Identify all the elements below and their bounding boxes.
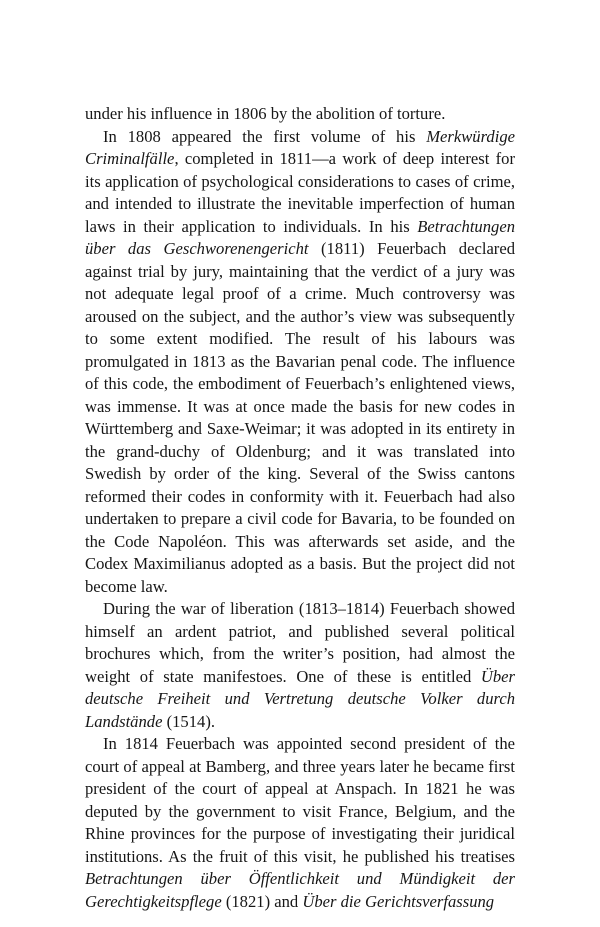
page-body	[85, 103, 515, 913]
book-title-italic: Über deutsche Freiheit und Vertretung deutsche Volker durch Landstände	[85, 666, 515, 731]
paragraph-text: (1514).	[162, 711, 215, 731]
book-title-italic: Über die Gerichtsverfassung	[302, 891, 495, 911]
paragraph-text: In 1808 appeared the first volume of his	[103, 126, 427, 146]
paragraph-text: In 1814 Feuerbach was appointed second president of the court of appeal at Bamberg, and three years later he became first president of the court of appeal at Anspach. In 1821 he was deputed by the government to visit France, Belgium, and the Rhine provinces for the purpose of investigating their juridical institutions. As the fruit of this visit, he published his treatises	[85, 734, 515, 866]
paragraph-text: (1811) Feuerbach declared against trial by jury, maintaining that the verdict of a jury was not adequate legal proof of a crime. Much controversy was aroused on the subject, and the author’s view was subsequently to some extent modified. The result of his labours was promulgated in 1813 as the Bavarian penal code. The influence of this code, the embodiment of Feuerbach’s enlightened views, was immense. It was at once made the basis for new codes in Württemberg and Saxe-Weimar; it was adopted in its entirety in the grand-duchy of Oldenburg; and it was translated into Swedish by order of the king. Several of the Swiss cantons reformed their codes in conformity with it. Feuerbach had also undertaken to prepare a civil code for Bavaria, to be founded on the Code Napoléon. This was afterwards set aside, and the Codex Maximilianus adopted as a basis. But the project did not become law.	[85, 239, 515, 596]
book-title-italic: Betrachtungen über Öffentlichkeit und Mündigkeit der Gerechtigkeitspflege	[85, 869, 515, 911]
paragraph-text: During the war of liberation (1813–1814) Feuerbach showed himself an ardent patriot, and published several political brochures which, from the writer’s position, had almost the weight of state manifestoes. One of these is entitled	[85, 599, 515, 686]
paragraph-text: , completed in 1811—a work of deep interest for its application of psychological considerations to cases of crime, and intended to illustrate the inevitable imperfection of human laws in their application to individuals. In his	[85, 149, 515, 236]
book-title-italic: Merkwürdige Criminalfälle	[85, 126, 515, 168]
book-title-italic: Betrachtungen über das Geschworenengericht	[85, 216, 515, 258]
paragraph-2	[85, 126, 515, 599]
paragraph-3	[85, 598, 515, 733]
paragraph-1	[85, 103, 515, 126]
paragraph-text: (1821) and	[221, 891, 303, 911]
paragraph-4	[85, 733, 515, 913]
paragraph-text: under his influence in 1806 by the abolition of torture.	[85, 104, 446, 123]
